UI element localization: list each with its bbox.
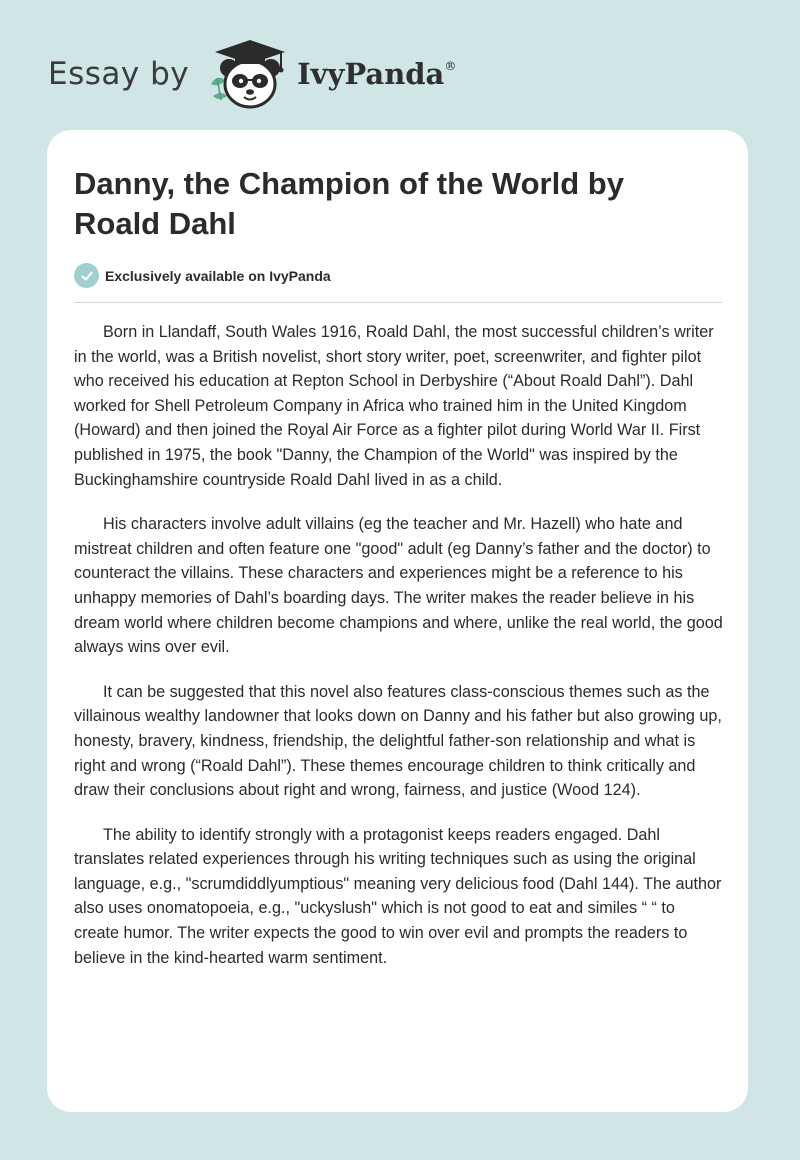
paragraph: Born in Llandaff, South Wales 1916, Roald Dahl, the most successful children’s writer in the world, was a British novelist, short story writer, poet, screenwriter, and fighter pilot who received his education at Repton School in Derbyshire (“About Roald Dahl”). Dahl worked for Shell Petroleum Company in Africa who trained him in the United Kingdom (Howard) and then joined the Royal Air Force as a fighter pilot during World War II. First published in 1975, the book "Danny, the Champion of the World" was inspired by the Buckinghamshire countryside Roald Dahl lived in as a child. (74, 323, 714, 489)
essay-title: Danny, the Champion of the World by Roald Dahl (74, 166, 624, 241)
exclusive-badge (74, 263, 331, 288)
brand-header (48, 34, 456, 114)
panda-graduate-icon (207, 34, 293, 114)
check-circle-icon (74, 263, 99, 288)
exclusive-badge-label: Exclusively available on IvyPanda (105, 267, 331, 284)
essay-body (74, 320, 724, 990)
paragraph: It can be suggested that this novel also features class-conscious themes such as the villainous wealthy landowner that looks down on Danny and his father but also growing up, honesty, bravery, kindness, friendship, the delightful father-son relationship and what is right and wrong (“Roald Dahl”). These themes encourage children to think critically and draw their conclusions about right and wrong, fairness, and justice (Wood 124). (74, 682, 722, 800)
paragraph: His characters involve adult villains (eg the teacher and Mr. Hazell) who hate and mistreat children and often feature one "good" adult (eg Danny’s father and the doctor) to counteract the villains. These characters and experiences might be a reference to his unhappy memories of Dahl’s boarding days. The writer makes the reader believe in his dream world where children become champions and where, unlike the real world, the good always wins over evil. (74, 515, 723, 657)
divider (74, 302, 722, 303)
essay-card (47, 130, 748, 1112)
brand-name: IvyPanda® (297, 57, 457, 91)
paragraph: The ability to identify strongly with a protagonist keeps readers engaged. Dahl translates related experiences through his writing techniques such as using the original language, e.g., "scrumdiddlyumptious" meaning very delicious food (Dahl 144). The author also uses onomatopoeia, e.g., "uckyslush" which is not good to eat and similes “ “ to create humor. The writer expects the good to win over evil and prompts the readers to believe in the kind-hearted warm sentiment. (74, 825, 722, 967)
brand-prefix: Essay by (48, 56, 190, 92)
